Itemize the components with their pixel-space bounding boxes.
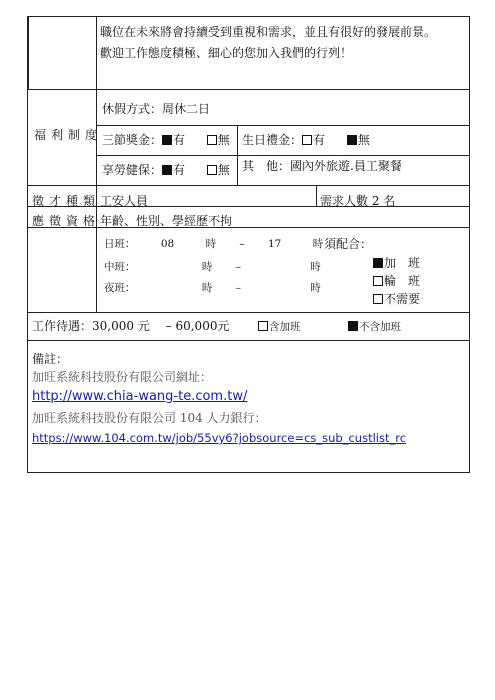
intro-line-2: 歡迎工作態度積極、細心的您加入我們的行列！ [100, 46, 353, 60]
intro-line-1: 職位在未來將會持續受到重視和需求，並且有很好的發展前景。 [100, 25, 437, 39]
rotation-label: 輪 班 [384, 274, 421, 288]
mid-shift-label: 中班： [104, 261, 136, 273]
mid-to-unit: 時 [310, 261, 321, 273]
job-type-value: 工安人員 [100, 194, 149, 208]
birthday-yes-checkbox [302, 135, 312, 145]
excl-overtime-checkbox [348, 321, 358, 331]
website-link[interactable]: http://www.chia-wang-te.com.tw/ [32, 389, 248, 404]
benefits-label: 福利制度 [34, 128, 103, 142]
overtime-label: 加 班 [384, 256, 421, 270]
day-from-unit: 時 [205, 238, 217, 250]
option-overtime [373, 255, 420, 271]
birthday-yes-label: 有 [313, 133, 326, 147]
insurance-yes-label: 有 [173, 163, 186, 177]
day-to-hour: 17 [268, 238, 282, 250]
rotation-checkbox [373, 276, 383, 286]
insurance-no-checkbox [207, 165, 217, 175]
incl-overtime-label: 含加班 [269, 321, 301, 333]
option-rotation [373, 273, 420, 289]
website-label: 加旺系統科技股份有限公司網址： [32, 370, 213, 384]
insurance-no-label: 無 [217, 163, 230, 177]
overtime-checkbox [373, 258, 383, 268]
mid-shift-row [104, 259, 321, 275]
birthday-row [242, 132, 370, 148]
salary-row [32, 318, 229, 334]
bonus-row [102, 132, 230, 148]
night-from-unit: 時 [201, 282, 213, 294]
insurance-label: 享勞健保： [102, 163, 163, 177]
job-type-label: 徵才種類 [32, 194, 101, 208]
headcount: 需求人數 2 名 [320, 194, 396, 208]
bonus-no-label: 無 [217, 133, 230, 147]
qualification-value: 年齡、性別、學經歷不拘 [100, 214, 233, 228]
qualification-label: 應徵資格 [32, 214, 101, 228]
day-shift-label: 日班： [104, 238, 136, 250]
incl-overtime-checkbox [258, 321, 268, 331]
option-none [373, 291, 420, 307]
none-checkbox [373, 294, 383, 304]
night-shift-label: 夜班： [104, 282, 136, 294]
birthday-no-label: 無 [357, 133, 370, 147]
job-form [27, 16, 470, 473]
none-label: 不需要 [384, 292, 421, 306]
day-shift-row [104, 236, 323, 252]
insurance-row [102, 162, 230, 178]
mid-from-unit: 時 [201, 261, 213, 273]
night-shift-row [104, 280, 321, 296]
insurance-yes-checkbox [162, 165, 172, 175]
night-to-unit: 時 [310, 282, 321, 294]
birthday-label: 生日禮金： [242, 133, 303, 147]
bonus-no-checkbox [207, 135, 217, 145]
excl-overtime-option [348, 319, 401, 335]
salary-min: 30,000 元 [92, 319, 150, 333]
day-to-unit: 時 [312, 238, 324, 250]
cooperate-label: 須配合： [324, 237, 373, 251]
bonus-yes-label: 有 [173, 133, 186, 147]
holiday-text: 休假方式：周休二日 [102, 102, 211, 116]
bonus-label: 三節獎金： [102, 133, 163, 147]
birthday-no-checkbox [347, 135, 357, 145]
salary-label: 工作待遇： [32, 319, 93, 333]
incl-overtime-option [258, 319, 301, 335]
notes-label: 備註： [32, 352, 69, 366]
other-benefits: 其 他：國內外旅遊.員工聚餐 [242, 159, 402, 173]
day-dash: – [239, 238, 245, 250]
day-from-hour: 08 [160, 238, 175, 250]
job-bank-link[interactable]: https://www.104.com.tw/job/55vy6?jobsource=cs_sub_custlist_rc [32, 431, 407, 445]
night-dash: – [235, 282, 241, 294]
job-bank-label: 加旺系統科技股份有限公司 104 人力銀行： [32, 411, 267, 425]
bonus-yes-checkbox [162, 135, 172, 145]
mid-dash: – [235, 261, 241, 273]
excl-overtime-label: 不含加班 [359, 321, 401, 333]
salary-max: – 60,000元 [165, 319, 230, 333]
